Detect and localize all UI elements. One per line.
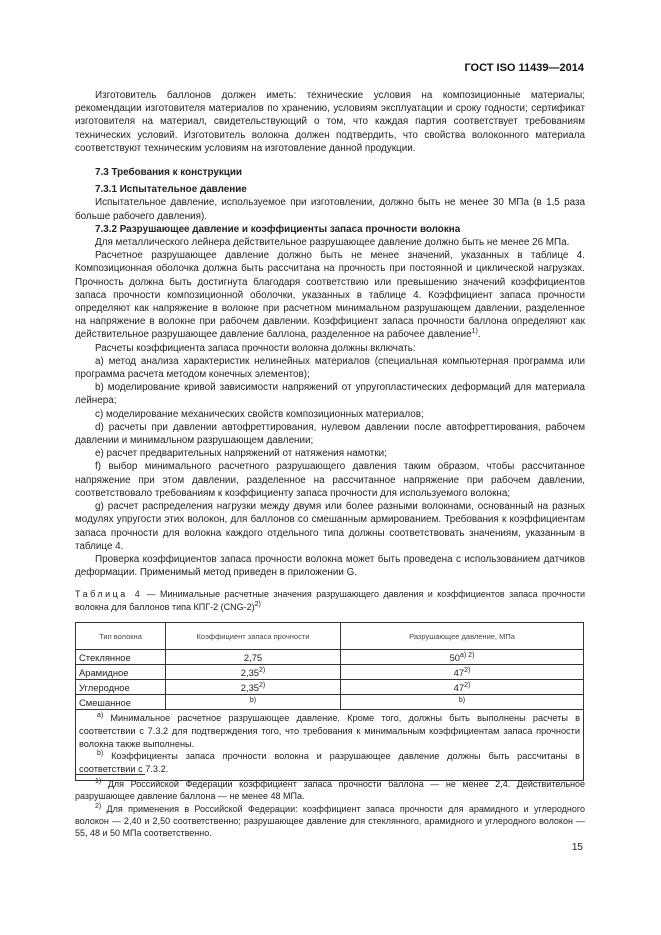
fiber-type: Углеродное — [76, 680, 166, 695]
burst-pressure: b) — [341, 695, 584, 710]
list-item: c) моделирование механических свойств композиционных материалов; — [95, 408, 424, 420]
table-row — [76, 680, 584, 695]
safety-factor: 2,35$^{2)}$ — [166, 680, 341, 695]
footnote-divider — [75, 774, 145, 775]
section-7-3-heading: 7.3 Требования к конструкции — [95, 167, 242, 179]
safety-factor: 2,75 — [166, 650, 341, 665]
list-item: b) моделирование кривой зависимости напряжений от упругопластических деформаций для материала лейнера; — [75, 382, 585, 407]
list-item: g) расчет распределения нагрузки между двумя или более разными волокнами, основанный на разных модулях упругости этих волокон, для баллонов со смешанным армированием. Требования к коэффициентам запаса прочности для волокна каждого отдельного типа должны соответствовать значениям, указанным в таблице 4. — [75, 501, 585, 552]
list-item: a) метод анализа характеристик нелинейных материалов (специальная компьютерная программа или программа расчета методом конечных элементов); — [75, 355, 585, 381]
list-item: e) расчет предварительных напряжений от натяжения намотки; — [95, 448, 387, 460]
fiber-type: Смешанное — [76, 695, 166, 710]
table-notes-row — [76, 710, 584, 781]
list-item: f) выбор минимального расчетного разрушающего давления таким образом, чтобы рассчитанное напряжение при этом давлении, разделенное на рассчитанное напряжение при рабочем давлении, соответствовало требованиям к коэффициенту запаса прочности для используемого волокна; — [75, 461, 585, 499]
table-note: $^{b)}$ Коэффициенты запаса прочности волокна и разрушающее давление должны быть рассчитаны в соответствии с 7.3.2. — [79, 750, 580, 775]
table-caption — [75, 588, 585, 613]
burst-pressure: $50^{а) 2)}$ — [341, 650, 584, 665]
fiber-type: Стеклянное — [76, 650, 166, 665]
paragraph-text: Расчетное разрушающее давление должно быть не менее значений, указанных в таблице 4. Композиционная оболочка должна быть рассчитана на прочность при постоянной и циклической нагрузках. Прочность должна быть достигнута благодаря соответствию или превышению значений коэффициентов запаса прочности композиционной оболочки, указанных в таблице 4. Коэффициент запаса прочности определяют как напряжение в волокне при расчетном минимальном разрушающем давлении, разделенное на напряжение в волокне при рабочем давлении. Коэффициент запаса прочности баллона определяют как действительное разрушающее давление баллона, разделенное на рабочее давление — [75, 250, 585, 341]
footnote-ref: 2) — [254, 600, 261, 608]
intro-paragraph: Изготовитель баллонов должен иметь: технические условия на композиционные материалы; рекомендации изготовителя материалов по хранению, условиям эксплуатации и сроку годности; сертификат изготовителя на материал, свидетельствующий о том, что каждая партия соответствует требованиям технических условий. Изготовитель волокна должен подтвердить, что свойства волоконного материала соответствуют техническим условиям на изготовление данной продукции. — [75, 90, 585, 154]
main-text — [75, 89, 585, 579]
table-row — [76, 695, 584, 710]
section-7-3-1-text: Испытательное давление, используемое при изготовлении, должно быть не менее 30 МПа (в 1,5 раза больше рабочего давления). — [75, 197, 585, 222]
safety-factor: 2,35$^{2)}$ — [166, 665, 341, 680]
column-header: Коэффициент запаса прочности — [166, 623, 341, 650]
burst-pressure: 47$^{2)}$ — [341, 665, 584, 680]
burst-pressure: 47$^{2)}$ — [341, 680, 584, 695]
column-header: Разрушающее давление, МПа — [341, 623, 584, 650]
table-label: Таблица 4 — [75, 589, 143, 599]
footnote: $^{1)}$ Для Российской Федерации коэффициент запаса прочности баллона — не менее 2,4. Действительное разрушающее давление баллона — не менее 48 МПа. — [75, 778, 585, 802]
table-note: $^{а)}$ Минимальное расчетное разрушающее давление. Кроме того, должны быть выполнены расчеты в соответствии с 7.3.2 для подтверждения того, что требования к минимальным коэффициентам запаса прочности волокна также выполнены. — [79, 712, 580, 749]
footnote: $^{2)}$ Для применения в Российской Федерации: коэффициент запаса прочности для арамидного и углеродного волокон — 2,40 и 2,50 соответственно; разрушающее давление для стеклянного, арамидного и углеродного волокон — 55, 48 и 50 МПа соответственно. — [75, 802, 585, 839]
footnote-ref: 1) — [471, 328, 478, 336]
section-7-3-1-heading: 7.3.1 Испытательное давление — [95, 184, 247, 196]
table-4 — [75, 622, 584, 781]
table-header-row — [76, 623, 584, 650]
paragraph: Расчеты коэффициента запаса прочности волокна должны включать: — [95, 342, 416, 354]
paragraph: Для металлического лейнера действительное разрушающее давление должно быть не менее 26 МПа. — [95, 237, 570, 249]
table-notes — [76, 710, 584, 781]
paragraph: Проверка коэффициентов запаса прочности волокна может быть проведена с использованием датчиков деформации. Применимый метод приведен в приложении G. — [75, 553, 585, 579]
paragraph: Расчетное разрушающее давление должно быть не менее значений, указанных в таблице 4. Композиционная оболочка должна быть рассчитана на прочность при постоянной и циклической нагрузках. Прочность должна быть достигнута благодаря соответствию или превышению значений коэффициентов запаса прочности композиционной оболочки, указанных в таблице 4. Коэффициент запаса прочности определяют как напряжение в волокне при расчетном минимальном разрушающем давлении, разделенное на напряжение в волокне при рабочем давлении. Коэффициент запаса прочности баллона определяют как действительное разрушающее давление баллона, разделенное на рабочее давление$^{1)}$. — [75, 250, 585, 341]
table-caption-text: — Минимальные расчетные значения разрушающего давления и коэффициентов запаса прочности волокна для баллонов типа КПГ-2 (CNG-2) — [75, 589, 585, 612]
section-7-3-2-heading: 7.3.2 Разрушающее давление и коэффициенты запаса прочности волокна — [95, 223, 461, 235]
footnotes — [75, 778, 585, 839]
fiber-type: Арамидное — [76, 665, 166, 680]
column-header: Тип волокна — [76, 623, 166, 650]
table-row — [76, 650, 584, 665]
document-header: ГОСТ ISO 11439—2014 — [464, 62, 584, 74]
page-number: 15 — [571, 842, 583, 853]
safety-factor: b) — [166, 695, 341, 710]
list-item: d) расчеты при давлении автофреттирования, нулевом давлении после автофреттирования, рабочем давлении и минимальном разрушающем давлении; — [75, 421, 585, 447]
table-row — [76, 665, 584, 680]
